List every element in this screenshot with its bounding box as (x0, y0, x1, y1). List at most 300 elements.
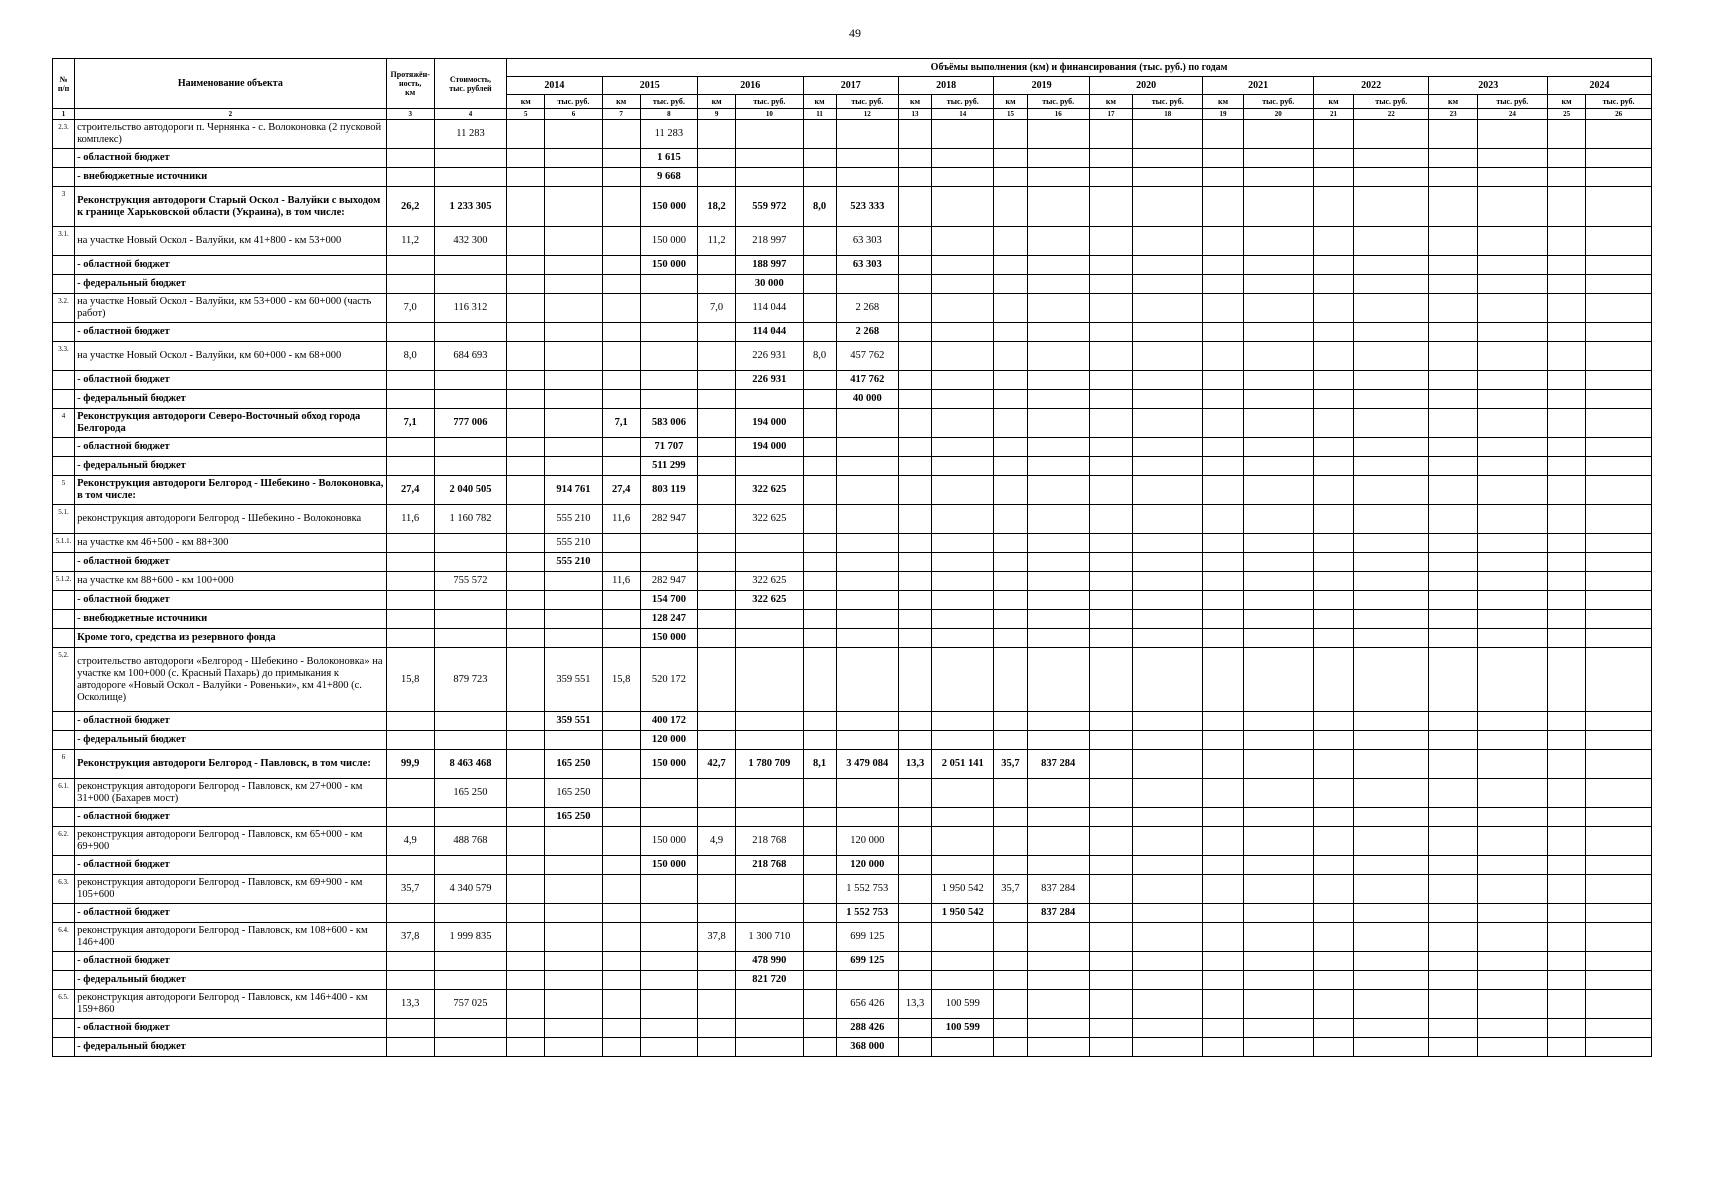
empty-cell (1586, 342, 1652, 371)
length-km (386, 390, 434, 409)
empty-cell (1089, 505, 1132, 534)
column-index-16: 16 (1027, 109, 1089, 120)
empty-cell (1586, 827, 1652, 856)
rub-value (1027, 610, 1089, 629)
empty-cell (1203, 438, 1243, 457)
km-value: 11,2 (698, 227, 736, 256)
empty-cell (1203, 553, 1243, 572)
km-value (602, 342, 640, 371)
empty-cell (1354, 591, 1429, 610)
row-number (53, 808, 75, 827)
header-year-2023: 2023 (1429, 77, 1548, 95)
km-value (898, 610, 931, 629)
rub-value: 322 625 (736, 572, 803, 591)
cost-total: 432 300 (434, 227, 506, 256)
empty-cell (1586, 629, 1652, 648)
empty-cell (1089, 856, 1132, 875)
km-value (698, 149, 736, 168)
table-row (53, 553, 1652, 572)
empty-cell (1243, 149, 1313, 168)
km-value (994, 572, 1027, 591)
km-value (698, 904, 736, 923)
cost-total (434, 168, 506, 187)
rub-value (640, 342, 697, 371)
column-index-12: 12 (836, 109, 898, 120)
rub-value: 583 006 (640, 409, 697, 438)
empty-cell (1548, 476, 1586, 505)
rub-value (932, 629, 994, 648)
km-value (803, 990, 836, 1019)
km-value (698, 808, 736, 827)
rub-value: 188 997 (736, 256, 803, 275)
empty-cell (1477, 187, 1547, 227)
km-2014 (507, 457, 545, 476)
cost-total: 4 340 579 (434, 875, 506, 904)
rub-value (545, 294, 602, 323)
km-value (698, 534, 736, 553)
cost-total (434, 904, 506, 923)
empty-cell (1354, 371, 1429, 390)
km-2014 (507, 187, 545, 227)
empty-cell (1477, 827, 1547, 856)
table-row (53, 342, 1652, 371)
km-value (898, 371, 931, 390)
empty-cell (1313, 572, 1353, 591)
table-row (53, 875, 1652, 904)
length-km: 13,3 (386, 990, 434, 1019)
km-value (602, 875, 640, 904)
empty-cell (1477, 275, 1547, 294)
empty-cell (1133, 712, 1203, 731)
table-row (53, 275, 1652, 294)
empty-cell (1243, 856, 1313, 875)
empty-cell (1354, 438, 1429, 457)
object-name: Реконструкция автодороги Белгород - Шебекино - Волоконовка, в том числе: (75, 476, 386, 505)
empty-cell (1586, 187, 1652, 227)
empty-cell (1548, 856, 1586, 875)
km-value: 7,0 (698, 294, 736, 323)
km-value (803, 120, 836, 149)
empty-cell (1477, 476, 1547, 505)
empty-cell (1133, 1038, 1203, 1057)
empty-cell (1243, 712, 1313, 731)
km-value (602, 952, 640, 971)
empty-cell (1429, 438, 1477, 457)
header-km-2017: км (803, 95, 836, 109)
empty-cell (1203, 779, 1243, 808)
km-value (698, 476, 736, 505)
empty-cell (1243, 952, 1313, 971)
empty-cell (1133, 971, 1203, 990)
km-value (698, 779, 736, 808)
km-value (803, 1038, 836, 1057)
km-value (994, 952, 1027, 971)
rub-value (545, 572, 602, 591)
empty-cell (1089, 923, 1132, 952)
empty-cell (1133, 294, 1203, 323)
empty-cell (1313, 168, 1353, 187)
km-2014 (507, 648, 545, 712)
length-km: 4,9 (386, 827, 434, 856)
row-number: 4 (53, 409, 75, 438)
rub-value: 150 000 (640, 227, 697, 256)
object-name: реконструкция автодороги Белгород - Павловск, км 108+600 - км 146+400 (75, 923, 386, 952)
empty-cell (1133, 952, 1203, 971)
km-value (602, 1019, 640, 1038)
empty-cell (1133, 505, 1203, 534)
object-name: Реконструкция автодороги Северо-Восточный обход города Белгорода (75, 409, 386, 438)
cost-total (434, 534, 506, 553)
header-year-2021: 2021 (1203, 77, 1314, 95)
km-value (898, 904, 931, 923)
empty-cell (1354, 256, 1429, 275)
rub-value: 282 947 (640, 572, 697, 591)
empty-cell (1548, 149, 1586, 168)
rub-value (545, 187, 602, 227)
km-value (698, 952, 736, 971)
empty-cell (1313, 629, 1353, 648)
rub-value (932, 323, 994, 342)
rub-value: 322 625 (736, 476, 803, 505)
km-value (994, 323, 1027, 342)
empty-cell (1548, 342, 1586, 371)
table-row (53, 904, 1652, 923)
km-value (994, 808, 1027, 827)
rub-value: 218 768 (736, 856, 803, 875)
empty-cell (1243, 971, 1313, 990)
row-number (53, 438, 75, 457)
rub-value: 30 000 (736, 275, 803, 294)
km-value (803, 227, 836, 256)
km-2014 (507, 731, 545, 750)
km-value (898, 779, 931, 808)
rub-value: 1 552 753 (836, 904, 898, 923)
km-value (602, 904, 640, 923)
rub-value: 11 283 (640, 120, 697, 149)
empty-cell (1203, 256, 1243, 275)
empty-cell (1477, 952, 1547, 971)
km-2014 (507, 438, 545, 457)
length-km (386, 1038, 434, 1057)
rub-value (1027, 629, 1089, 648)
empty-cell (1203, 227, 1243, 256)
rub-value: 417 762 (836, 371, 898, 390)
empty-cell (1203, 323, 1243, 342)
rub-value: 114 044 (736, 323, 803, 342)
rub-value (545, 875, 602, 904)
rub-value: 288 426 (836, 1019, 898, 1038)
empty-cell (1089, 149, 1132, 168)
empty-cell (1203, 1038, 1243, 1057)
rub-value (932, 342, 994, 371)
km-value (994, 227, 1027, 256)
row-number (53, 1019, 75, 1038)
cost-total (434, 856, 506, 875)
length-km: 35,7 (386, 875, 434, 904)
km-value (602, 990, 640, 1019)
km-value (803, 553, 836, 572)
km-2014 (507, 371, 545, 390)
km-2014 (507, 875, 545, 904)
km-value (803, 904, 836, 923)
km-2014 (507, 168, 545, 187)
empty-cell (1133, 731, 1203, 750)
table-row (53, 731, 1652, 750)
km-value (602, 1038, 640, 1057)
km-value (994, 904, 1027, 923)
rub-value: 1 615 (640, 149, 697, 168)
empty-cell (1477, 294, 1547, 323)
km-value (898, 342, 931, 371)
object-name: - федеральный бюджет (75, 457, 386, 476)
column-index-20: 20 (1243, 109, 1313, 120)
rub-value (932, 553, 994, 572)
cost-total (434, 390, 506, 409)
empty-cell (1354, 120, 1429, 149)
row-number (53, 256, 75, 275)
empty-cell (1354, 952, 1429, 971)
km-value (698, 856, 736, 875)
table-row (53, 505, 1652, 534)
header-year-2020: 2020 (1089, 77, 1203, 95)
rub-value (736, 390, 803, 409)
rub-value: 555 210 (545, 553, 602, 572)
cost-total: 879 723 (434, 648, 506, 712)
empty-cell (1477, 572, 1547, 591)
empty-cell (1477, 648, 1547, 712)
rub-value (545, 275, 602, 294)
rub-value (640, 553, 697, 572)
empty-cell (1313, 779, 1353, 808)
km-2014 (507, 342, 545, 371)
empty-cell (1203, 923, 1243, 952)
rub-value (545, 390, 602, 409)
empty-cell (1313, 923, 1353, 952)
rub-value (640, 875, 697, 904)
rub-value (640, 904, 697, 923)
empty-cell (1477, 149, 1547, 168)
km-value (994, 476, 1027, 505)
empty-cell (1203, 294, 1243, 323)
km-value (803, 438, 836, 457)
empty-cell (1548, 952, 1586, 971)
km-2014 (507, 827, 545, 856)
empty-cell (1089, 971, 1132, 990)
km-value (994, 534, 1027, 553)
rub-value (736, 990, 803, 1019)
length-km: 26,2 (386, 187, 434, 227)
km-value (994, 371, 1027, 390)
row-number (53, 457, 75, 476)
empty-cell (1548, 779, 1586, 808)
empty-cell (1243, 629, 1313, 648)
empty-cell (1133, 390, 1203, 409)
empty-cell (1354, 390, 1429, 409)
rub-value: 9 668 (640, 168, 697, 187)
empty-cell (1548, 904, 1586, 923)
cost-total (434, 591, 506, 610)
empty-cell (1477, 731, 1547, 750)
row-number (53, 371, 75, 390)
rub-value (1027, 808, 1089, 827)
km-value (698, 323, 736, 342)
cost-total (434, 1019, 506, 1038)
empty-cell (1477, 168, 1547, 187)
empty-cell (1354, 534, 1429, 553)
km-value (698, 256, 736, 275)
km-value (698, 591, 736, 610)
empty-cell (1548, 712, 1586, 731)
km-value (803, 1019, 836, 1038)
rub-value: 1 552 753 (836, 875, 898, 904)
column-index-17: 17 (1089, 109, 1132, 120)
km-2014 (507, 294, 545, 323)
rub-value (836, 168, 898, 187)
rub-value (545, 371, 602, 390)
rub-value (1027, 572, 1089, 591)
km-2014 (507, 390, 545, 409)
rub-value (836, 149, 898, 168)
rub-value: 63 303 (836, 227, 898, 256)
empty-cell (1354, 971, 1429, 990)
empty-cell (1586, 875, 1652, 904)
rub-value (640, 1019, 697, 1038)
rub-value: 457 762 (836, 342, 898, 371)
empty-cell (1313, 227, 1353, 256)
empty-cell (1243, 572, 1313, 591)
rub-value (932, 168, 994, 187)
rub-value (932, 572, 994, 591)
empty-cell (1203, 534, 1243, 553)
empty-cell (1203, 808, 1243, 827)
empty-cell (1203, 120, 1243, 149)
km-value (994, 294, 1027, 323)
empty-cell (1548, 591, 1586, 610)
cost-total: 1 233 305 (434, 187, 506, 227)
empty-cell (1089, 731, 1132, 750)
object-name: - федеральный бюджет (75, 1038, 386, 1057)
object-name: - областной бюджет (75, 438, 386, 457)
table-row (53, 390, 1652, 409)
rub-value: 1 950 542 (932, 875, 994, 904)
cost-total: 777 006 (434, 409, 506, 438)
empty-cell (1089, 591, 1132, 610)
rub-value: 914 761 (545, 476, 602, 505)
km-value (602, 457, 640, 476)
rub-value: 150 000 (640, 629, 697, 648)
rub-value: 555 210 (545, 505, 602, 534)
empty-cell (1133, 476, 1203, 505)
empty-cell (1089, 342, 1132, 371)
table-row (53, 227, 1652, 256)
table-row (53, 648, 1652, 712)
km-value (803, 457, 836, 476)
empty-cell (1133, 168, 1203, 187)
rub-value (545, 227, 602, 256)
km-value (803, 808, 836, 827)
table-row (53, 779, 1652, 808)
empty-cell (1203, 591, 1243, 610)
empty-cell (1313, 1019, 1353, 1038)
empty-cell (1243, 731, 1313, 750)
empty-cell (1477, 971, 1547, 990)
empty-cell (1548, 1019, 1586, 1038)
km-value (803, 476, 836, 505)
rub-value (545, 409, 602, 438)
km-value (898, 187, 931, 227)
rub-value (932, 923, 994, 952)
empty-cell (1354, 476, 1429, 505)
km-value (994, 629, 1027, 648)
rub-value (932, 971, 994, 990)
empty-cell (1243, 750, 1313, 779)
row-number: 6.4. (53, 923, 75, 952)
rub-value (836, 534, 898, 553)
cost-total (434, 731, 506, 750)
object-name: - областной бюджет (75, 371, 386, 390)
rub-value (545, 610, 602, 629)
empty-cell (1203, 457, 1243, 476)
empty-cell (1203, 390, 1243, 409)
km-value (698, 1019, 736, 1038)
km-value (994, 971, 1027, 990)
header-year-2018: 2018 (898, 77, 993, 95)
km-2014 (507, 779, 545, 808)
rub-value (545, 904, 602, 923)
rub-value: 523 333 (836, 187, 898, 227)
column-index-22: 22 (1354, 109, 1429, 120)
table-row (53, 952, 1652, 971)
header-year-2019: 2019 (994, 77, 1089, 95)
rub-value (1027, 591, 1089, 610)
km-value (994, 342, 1027, 371)
row-number: 6.1. (53, 779, 75, 808)
empty-cell (1477, 856, 1547, 875)
empty-cell (1354, 275, 1429, 294)
table-row (53, 923, 1652, 952)
cost-total (434, 371, 506, 390)
object-name: реконструкция автодороги Белгород - Павловск, км 27+000 - км 31+000 (Бахарев мост) (75, 779, 386, 808)
empty-cell (1429, 149, 1477, 168)
rub-value: 154 700 (640, 591, 697, 610)
empty-cell (1586, 227, 1652, 256)
cost-total (434, 971, 506, 990)
rub-value: 194 000 (736, 438, 803, 457)
rub-value (836, 572, 898, 591)
header-km-2021: км (1203, 95, 1243, 109)
empty-cell (1243, 168, 1313, 187)
rub-value: 837 284 (1027, 750, 1089, 779)
row-number (53, 168, 75, 187)
object-name: на участке Новый Оскол - Валуйки, км 60+000 - км 68+000 (75, 342, 386, 371)
empty-cell (1313, 476, 1353, 505)
row-number (53, 952, 75, 971)
km-2014 (507, 750, 545, 779)
column-index-3: 3 (386, 109, 434, 120)
empty-cell (1586, 294, 1652, 323)
empty-cell (1429, 731, 1477, 750)
empty-cell (1586, 371, 1652, 390)
rub-value (1027, 731, 1089, 750)
empty-cell (1089, 438, 1132, 457)
km-value: 11,6 (602, 572, 640, 591)
rub-value (545, 457, 602, 476)
rub-value (640, 923, 697, 952)
rub-value (640, 390, 697, 409)
rub-value (1027, 952, 1089, 971)
km-value (803, 629, 836, 648)
km-2014 (507, 712, 545, 731)
